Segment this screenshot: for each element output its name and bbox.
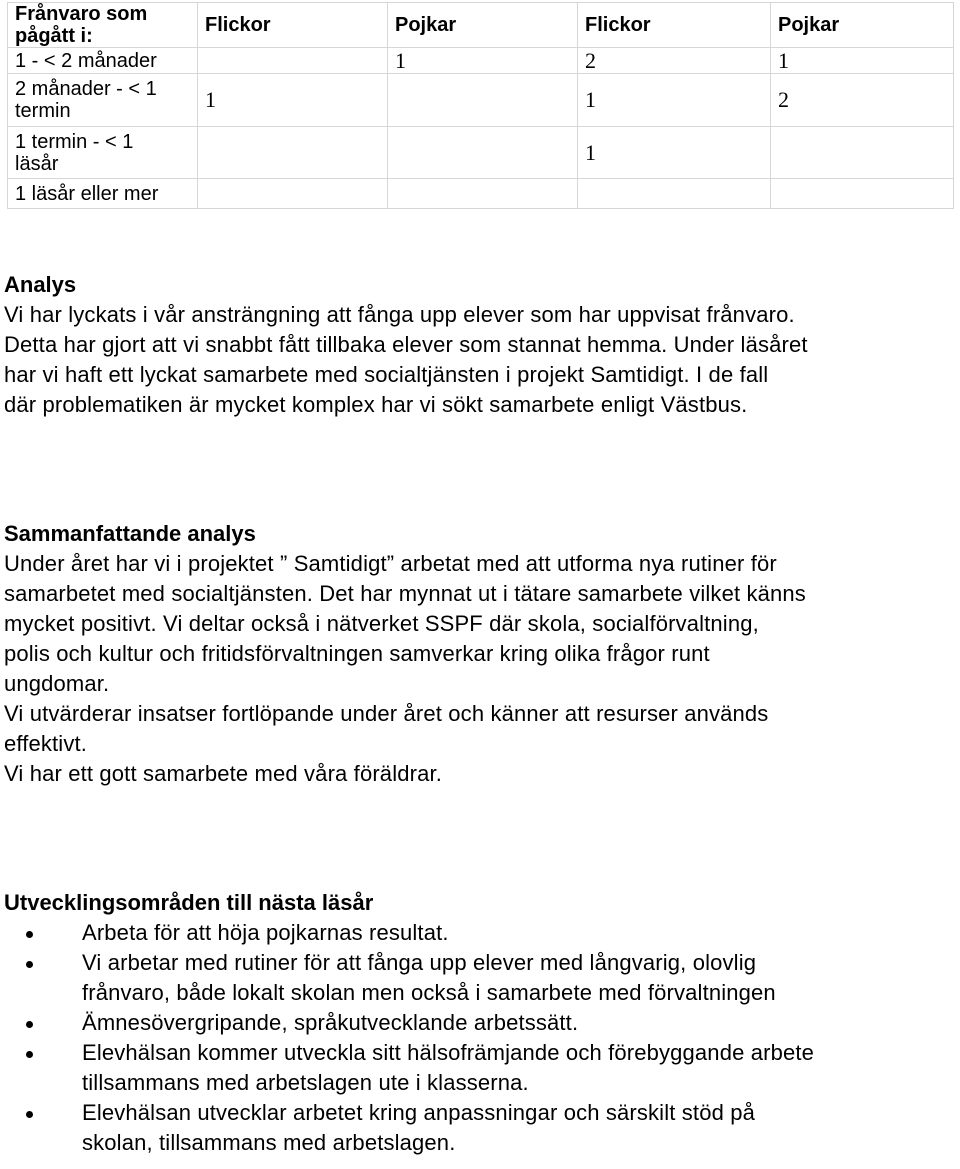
sammanfattande-heading: Sammanfattande analys (4, 521, 256, 546)
bullet-icon (26, 1021, 33, 1028)
table-row (8, 48, 954, 74)
bullet-icon (26, 931, 33, 938)
list-item (4, 948, 956, 1008)
table-cell: 1 (578, 74, 771, 127)
sammanfattande-line: polis och kultur och fritidsförvaltningen samverkar kring olika frågor runt (4, 641, 710, 666)
analys-line: har vi haft ett lyckat samarbete med socialtjänsten i projekt Samtidigt. I de fall (4, 362, 769, 387)
sammanfattande-line: mycket positivt. Vi deltar också i nätverket SSPF där skola, socialförvaltning, (4, 611, 759, 636)
row-label-line: 2 månader - < 1 (15, 78, 157, 100)
list-item-line: frånvaro, både lokalt skolan men också i samarbete med förvaltningen (82, 980, 776, 1005)
sammanfattande-line: samarbetet med socialtjänsten. Det har mynnat ut i tätare samarbete vilket känns (4, 581, 806, 606)
table-cell (388, 74, 578, 127)
utveckling-section (4, 888, 956, 1158)
table-cell: 1 (771, 48, 954, 74)
row-label-line: läsår (15, 152, 59, 175)
table-header-row (8, 3, 954, 48)
row-label: 1 läsår eller mer (8, 179, 198, 209)
analys-heading: Analys (4, 272, 77, 297)
list-item (4, 1038, 956, 1098)
table-cell (198, 48, 388, 74)
row-label-line: 1 termin - < 1 (15, 130, 134, 153)
sammanfattande-line: ungdomar. (4, 671, 110, 696)
table-header-label (8, 3, 198, 48)
table-row (8, 179, 954, 209)
list-item-line: Arbeta för att höja pojkarnas resultat. (82, 920, 449, 945)
list-item (4, 1098, 956, 1158)
table-cell (771, 179, 954, 209)
list-item-line: Elevhälsan kommer utveckla sitt hälsofrämjande och förebyggande arbete (82, 1040, 815, 1065)
bullet-icon (26, 961, 33, 968)
table-cell (198, 179, 388, 209)
row-label: 1 - < 2 månader (8, 48, 198, 74)
list-item-line: Elevhälsan utvecklar arbetet kring anpassningar och särskilt stöd på (82, 1100, 756, 1125)
sammanfattande-line: Under året har vi i projektet ” Samtidigt” arbetat med att utforma nya rutiner för (4, 551, 777, 576)
list-item-line: Vi arbetar med rutiner för att fånga upp elever med långvarig, olovlig (82, 950, 757, 975)
list-item (4, 1008, 956, 1038)
table-cell (771, 127, 954, 179)
table-row (8, 127, 954, 179)
analys-line: Vi har lyckats i vår ansträngning att fånga upp elever som har uppvisat frånvaro. (4, 302, 795, 327)
header-label-line: pågått i: (15, 25, 93, 47)
utveckling-heading: Utvecklingsområden till nästa läsår (4, 890, 374, 915)
sammanfattande-section (4, 519, 956, 789)
table-row (8, 74, 954, 127)
absence-table (7, 2, 954, 209)
table-cell: 1 (198, 74, 388, 127)
list-item-line: tillsammans med arbetslagen ute i klasserna. (82, 1070, 529, 1095)
bullet-icon (26, 1111, 33, 1118)
list-item (4, 918, 956, 948)
table-cell (578, 179, 771, 209)
column-header-pojkar: Pojkar (388, 3, 578, 48)
bullet-icon (26, 1051, 33, 1058)
column-header-flickor: Flickor (198, 3, 388, 48)
table-cell: 1 (388, 48, 578, 74)
table-cell: 2 (578, 48, 771, 74)
analys-line: Detta har gjort att vi snabbt fått tillbaka elever som stannat hemma. Under läsåret (4, 332, 808, 357)
utveckling-list (4, 918, 956, 1158)
table-cell: 2 (771, 74, 954, 127)
table-cell: 1 (578, 127, 771, 179)
analys-line: där problematiken är mycket komplex har vi sökt samarbete enligt Västbus. (4, 392, 748, 417)
row-label-line: termin (15, 100, 71, 122)
table-cell (388, 179, 578, 209)
analys-section (4, 270, 956, 420)
table-cell (388, 127, 578, 179)
list-item-line: skolan, tillsammans med arbetslagen. (82, 1130, 456, 1155)
row-label (8, 127, 198, 179)
sammanfattande-line: Vi utvärderar insatser fortlöpande under året och känner att resurser används (4, 701, 769, 726)
column-header-pojkar: Pojkar (771, 3, 954, 48)
list-item-line: Ämnesövergripande, språkutvecklande arbetssätt. (82, 1010, 579, 1035)
sammanfattande-line: Vi har ett gott samarbete med våra föräldrar. (4, 761, 443, 786)
column-header-flickor: Flickor (578, 3, 771, 48)
sammanfattande-line: effektivt. (4, 731, 88, 756)
row-label (8, 74, 198, 127)
header-label-line: Frånvaro som (15, 3, 148, 25)
table-cell (198, 127, 388, 179)
